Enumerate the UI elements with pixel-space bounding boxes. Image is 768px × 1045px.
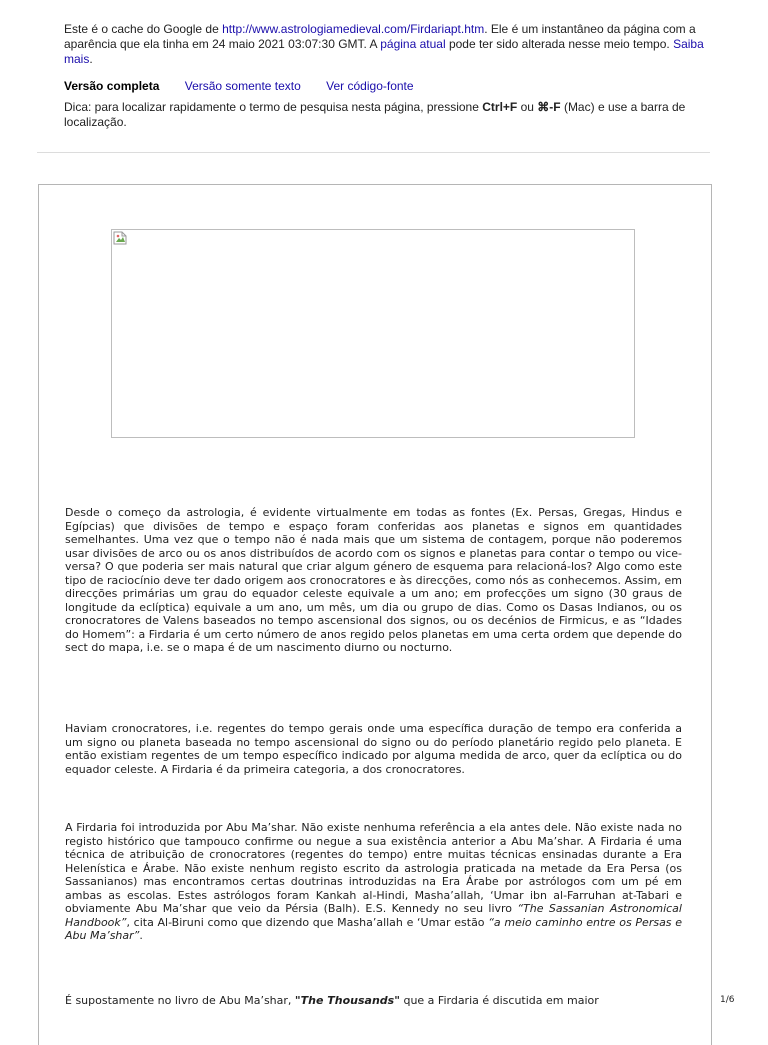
notice-text: . <box>89 52 93 66</box>
broken-image <box>111 229 635 438</box>
book-title: "The Thousands" <box>294 994 400 1007</box>
tab-full-version: Versão completa <box>64 79 160 93</box>
cache-header <box>64 22 704 67</box>
notice-text: . Ele é um instantâneo da página com a aparência que ela tinha em 24 maio 2021 03:07:30 GMT. A <box>64 22 696 51</box>
page-number: 1/6 <box>720 995 735 1005</box>
paragraph-text: . <box>139 929 143 942</box>
paragraph-text: É supostamente no livro de Abu Ma’shar, <box>65 994 295 1007</box>
shortcut-pc: Ctrl+F <box>482 100 518 114</box>
current-page-link[interactable]: página atual <box>380 37 446 51</box>
cache-notice <box>64 22 704 67</box>
cached-url-link[interactable]: http://www.astrologiamedieval.com/Firdariapt.htm <box>222 22 485 36</box>
tab-view-source[interactable]: Ver código-fonte <box>326 79 414 93</box>
tab-text-only-version[interactable]: Versão somente texto <box>184 79 301 93</box>
shortcut-mac: ⌘-F <box>537 100 561 114</box>
header-divider <box>37 152 710 153</box>
paragraph-text: A Firdaria foi introduzida por Abu Ma’shar. Não existe nenhuma referência a ela antes dele. Não existe nada no registo histórico que tampouco confirme ou negue a sua existência anterior a Abu Ma’shar. A Firdaria é uma técnica de atribuição de cronocratores (regentes do tempo) entre muitas técnicas ensinadas durante a Era Helenística e Árabe. Não existe nenhum registo escrito da astrologia praticada na metade da Era Persa (os Sassanianos) mas encontramos certas doutrinas introduzidas na Era Árabe por astrólogos com um pé em ambas as escolas. Estes astrólogos foram Kankah al-Hindi, Masha’allah, ‘Umar ibn al-Farruhan at-Tabari e obviamente Abu Ma’shar que veio da Pérsia (Balh). E.S. Kennedy no seu livro <box>65 821 682 915</box>
paragraph-4 <box>65 994 682 1008</box>
paragraph-3 <box>65 821 682 943</box>
paragraph-text: que a Firdaria é discutida em maior <box>399 994 599 1007</box>
notice-text: pode ter sido alterada nesse meio tempo. <box>445 37 674 51</box>
book-title: “The Sassanian Astronomical Handbook” <box>65 902 682 929</box>
notice-text: Este é o cache do Google de <box>64 22 223 36</box>
view-tabs <box>64 79 436 93</box>
tip-text: (Mac) e use a barra de localização. <box>64 100 686 129</box>
paragraph-1: Desde o começo da astrologia, é evidente virtualmente em todas as fontes (Ex. Persas, Gregas, Hindus e Egípcias) que divisões de tempo e espaço foram conferidas aos planetas e signos em quantidades semelhantes. Uma vez que o tempo não é nada mais que um sistema de contagem, porque não poderemos usar divisões de arco ou os anos distribuídos de acordo com os signos e planetas para contar o tempo ou vice-versa? O que poderia ser mais natural que criar algum género de esquema para relacioná-los? Algo como este tipo de raciocínio deve ter dado origem aos cronocratores e às direcções, como nós as conhecemos. Assim, em direcções primárias um grau do equador celeste equivale a um ano; em profecções um signo (30 graus de longitude da eclíptica) equivale a um ano, um mês, um dia ou grupo de dias. Como os Dasas Indianos, ou os cronocratores de Valens baseados no tempo ascensional dos signos, ou os decénios de Firmicus, e as “Idades do Homem”: a Firdaria é um certo número de anos regido pelos planetas em uma certa ordem que depende do sect do mapa, i.e. se o mapa é de um nascimento diurno ou nocturno. <box>65 506 682 654</box>
broken-image-icon <box>113 231 127 245</box>
quote: “a meio caminho entre os Persas e Abu Ma’shar” <box>65 915 682 942</box>
tip-text: Dica: para localizar rapidamente o termo de pesquisa nesta página, pressione <box>64 100 483 114</box>
learn-more-link[interactable]: Saiba mais <box>64 37 704 66</box>
tip-text: ou <box>517 100 538 114</box>
paragraph-text: , cita Al-Biruni como que dizendo que Masha’allah e ‘Umar estão <box>126 915 489 929</box>
search-tip <box>64 100 704 130</box>
paragraph-2: Haviam cronocratores, i.e. regentes do tempo gerais onde uma específica duração de tempo era conferida a um signo ou planeta baseada no tempo ascensional do signo ou do período planetário regido pelo planeta. E então existiam regentes de um tempo específico indicado por alguma medida de arco, quer da eclíptica ou do equador celeste. A Firdaria é da primeira categoria, a dos cronocratores. <box>65 722 682 776</box>
